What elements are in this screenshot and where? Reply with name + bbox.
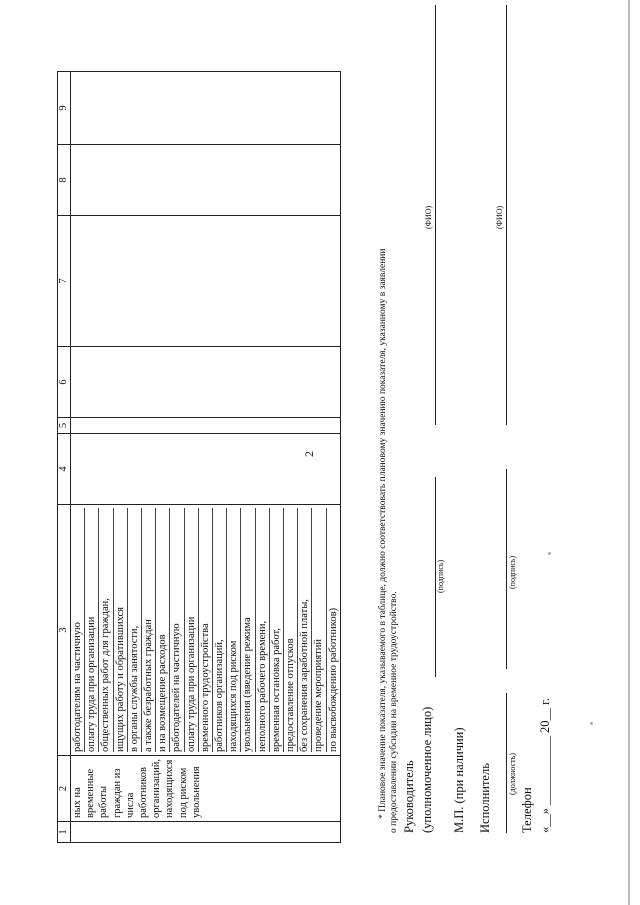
cell-line: временные xyxy=(85,768,97,818)
scan-speck xyxy=(548,552,551,555)
table-cell xyxy=(71,145,341,216)
cell-line: общественных работ для граждан, xyxy=(99,508,113,752)
cell-line: ных на xyxy=(72,787,83,818)
header-cell: 7 xyxy=(58,216,71,347)
table-row xyxy=(71,72,341,843)
table-cell xyxy=(71,72,341,145)
head-label: Руководитель xyxy=(402,760,416,833)
header-cell: 5 xyxy=(58,418,71,434)
cell-line: по высвобождению работников) xyxy=(327,607,339,752)
cell-line: увольнения xyxy=(190,766,202,818)
cell-line: увольнения (введение режима xyxy=(241,508,255,752)
scan-edge xyxy=(628,0,630,905)
executor-name-caption: (ФИО) xyxy=(495,205,504,229)
cell-line: находящихся xyxy=(164,759,176,818)
head-name-line xyxy=(435,5,436,425)
cell-line: предоставление отпусков xyxy=(284,508,298,752)
executor-signature-line xyxy=(506,469,507,669)
signature-caption: (подпись) xyxy=(436,559,445,593)
cell-line: работодателям на частичную xyxy=(71,508,85,752)
position-caption: (должность) xyxy=(508,753,517,795)
cell-line: без сохранения заработной платы, xyxy=(298,508,312,752)
header-cell: 6 xyxy=(58,347,71,418)
cell-line: неполного рабочего времени, xyxy=(256,508,270,752)
cell-line: оплату труда при организации xyxy=(185,508,199,752)
table-cell xyxy=(71,347,341,418)
scan-speck xyxy=(590,722,593,725)
page-number: 2 xyxy=(302,451,316,457)
cell-line: находящихся под риском xyxy=(227,508,241,752)
indicator-name-cell xyxy=(71,756,341,822)
footnote-line-1: * Плановое значение показателя, указываемого в таблице, должно соответствовать плановому значению показателя, указанному в заявлении xyxy=(378,248,388,819)
executor-position-line xyxy=(506,693,507,833)
cell-line: и на возмещение расходов xyxy=(156,508,170,752)
cell-line: работников xyxy=(138,767,150,818)
cell-line: организаций, xyxy=(151,759,163,818)
cell-line: ищущих работу и обратившихся xyxy=(114,508,128,752)
data-table xyxy=(57,71,341,843)
head-label-authorized: (уполномоченное лицо) xyxy=(420,706,434,833)
footnote xyxy=(378,13,400,833)
executor-name-line xyxy=(506,5,507,425)
cell-line: временного трудоустройства xyxy=(199,508,213,752)
table-cell xyxy=(71,822,341,843)
table-cell xyxy=(71,418,341,434)
phone-label: Телефон xyxy=(520,787,534,833)
table-cell xyxy=(71,434,341,505)
footnote-line-2: о предоставлении субсидии на временное трудоустройство. xyxy=(389,591,399,833)
executor-label: Исполнитель xyxy=(478,763,492,833)
cell-line: оплату труда при организации xyxy=(85,508,99,752)
description-cell xyxy=(71,505,341,756)
cell-line: граждан из xyxy=(111,768,123,818)
cell-line: работников организаций, xyxy=(213,508,227,752)
cell-line: временная остановка работ, xyxy=(270,508,284,752)
cell-line: работы xyxy=(98,785,110,818)
cell-line: под риском xyxy=(177,767,189,818)
cell-line: проведение мероприятий xyxy=(312,508,326,752)
header-cell: 2 xyxy=(58,756,71,822)
header-cell: 9 xyxy=(58,72,71,145)
date-line: «__» ___________ 20__ г. xyxy=(538,698,552,833)
header-cell: 4 xyxy=(58,434,71,505)
cell-line: числа xyxy=(124,792,136,818)
cell-line: работодателей на частичную xyxy=(170,508,184,752)
table-header-row xyxy=(58,72,71,843)
stamp-label: М.П. (при наличии) xyxy=(452,727,466,833)
header-cell: 8 xyxy=(58,145,71,216)
executor-signature-caption: (подпись) xyxy=(508,555,517,589)
name-caption: (ФИО) xyxy=(424,205,433,229)
header-cell: 3 xyxy=(58,505,71,756)
cell-line: в органы службы занятости, xyxy=(128,508,142,752)
cell-line: а также безработных граждан xyxy=(142,508,156,752)
header-cell: 1 xyxy=(58,822,71,843)
table-cell xyxy=(71,216,341,347)
